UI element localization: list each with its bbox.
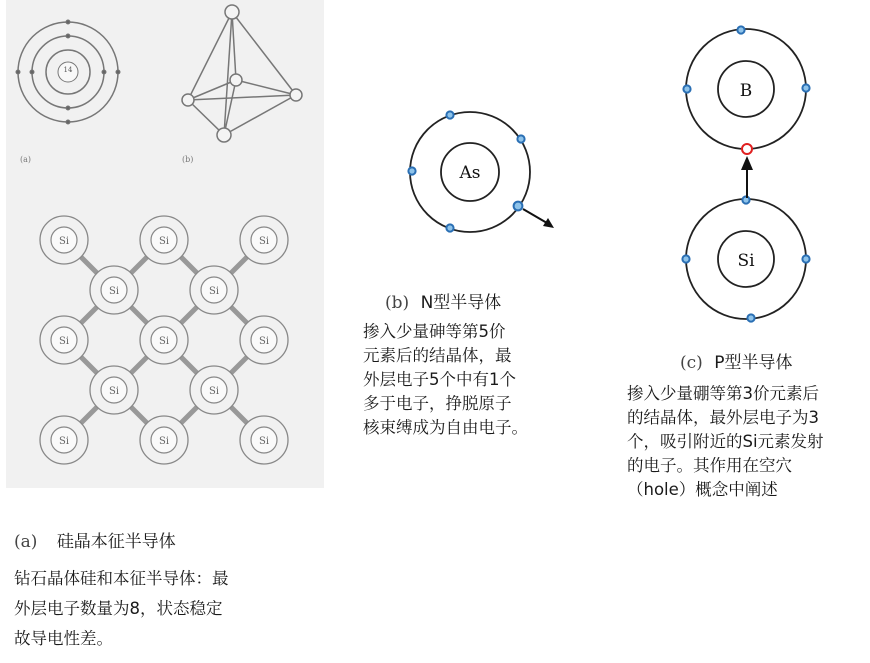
escape-arrow-line (523, 209, 547, 223)
silicon-lattice (40, 216, 288, 464)
caption-a-tag: (a) (14, 532, 38, 552)
escape-arrow-head (543, 218, 554, 228)
n-type-diagram (400, 100, 570, 240)
caption-c-title: P型半导体 (714, 353, 793, 373)
si-atom-label: Si (208, 386, 220, 397)
electron (747, 314, 754, 321)
electron (517, 135, 524, 142)
free-electron (514, 202, 523, 211)
caption-a-body: 钻石晶体硅和本征半导体：最 外层电子数量为8，状态稳定 故导电性差。 (14, 569, 229, 648)
nucleus-label: 14 (63, 66, 73, 74)
si-atom-label: Si (58, 336, 70, 347)
caption-c-body: 掺入少量硼等第3价元素后 的结晶体，最外层电子为3 个，吸引附近的Si元素发射 的电子。其作用在空穴 （hole）概念中阐述 (627, 384, 824, 499)
si-atom-label: Si (158, 436, 170, 447)
atom-label-si: Si (737, 251, 755, 271)
atom-label-as: As (459, 163, 481, 183)
electron (802, 255, 809, 262)
caption-a-title: 硅晶本征半导体 (56, 532, 176, 552)
electron (408, 167, 415, 174)
atom-label-b: B (739, 81, 753, 101)
electron (446, 224, 453, 231)
si-atom-label: Si (258, 236, 270, 247)
silicon-crystal-svg (6, 0, 324, 488)
electron (802, 84, 809, 91)
si-atom-label: Si (58, 436, 70, 447)
caption-c-title-row (680, 351, 792, 375)
caption-b-body: 掺入少量砷等第5价 元素后的结晶体，最 外层电子5个中有1个 多于电子，挣脱原子 核束缚成为自由电子。 (363, 322, 528, 437)
si-atom-label: Si (158, 236, 170, 247)
si-atom-label: Si (108, 286, 120, 297)
p-type-diagram (675, 20, 820, 330)
tetrahedron-model (182, 5, 302, 142)
si-atom-label: Si (258, 336, 270, 347)
hole-marker (742, 144, 752, 154)
caption-b-title: N型半导体 (420, 293, 502, 313)
caption-b-tag: (b) (385, 293, 410, 313)
image-label-a: (a) (20, 155, 32, 164)
si-atom-label: Si (258, 436, 270, 447)
si-atom-label: Si (208, 286, 220, 297)
si-atom-label: Si (158, 336, 170, 347)
caption-a-title-row (14, 530, 176, 554)
electron (446, 111, 453, 118)
hole-arrow-head (741, 156, 753, 170)
silicon-crystal-figure (6, 0, 324, 488)
caption-b-title-row (385, 291, 501, 315)
electron (737, 26, 744, 33)
si-atom-label: Si (58, 236, 70, 247)
electron (683, 85, 690, 92)
image-label-b: (b) (182, 155, 194, 164)
electron (682, 255, 689, 262)
caption-c-tag: (c) (680, 353, 703, 373)
si-atom-label: Si (108, 386, 120, 397)
